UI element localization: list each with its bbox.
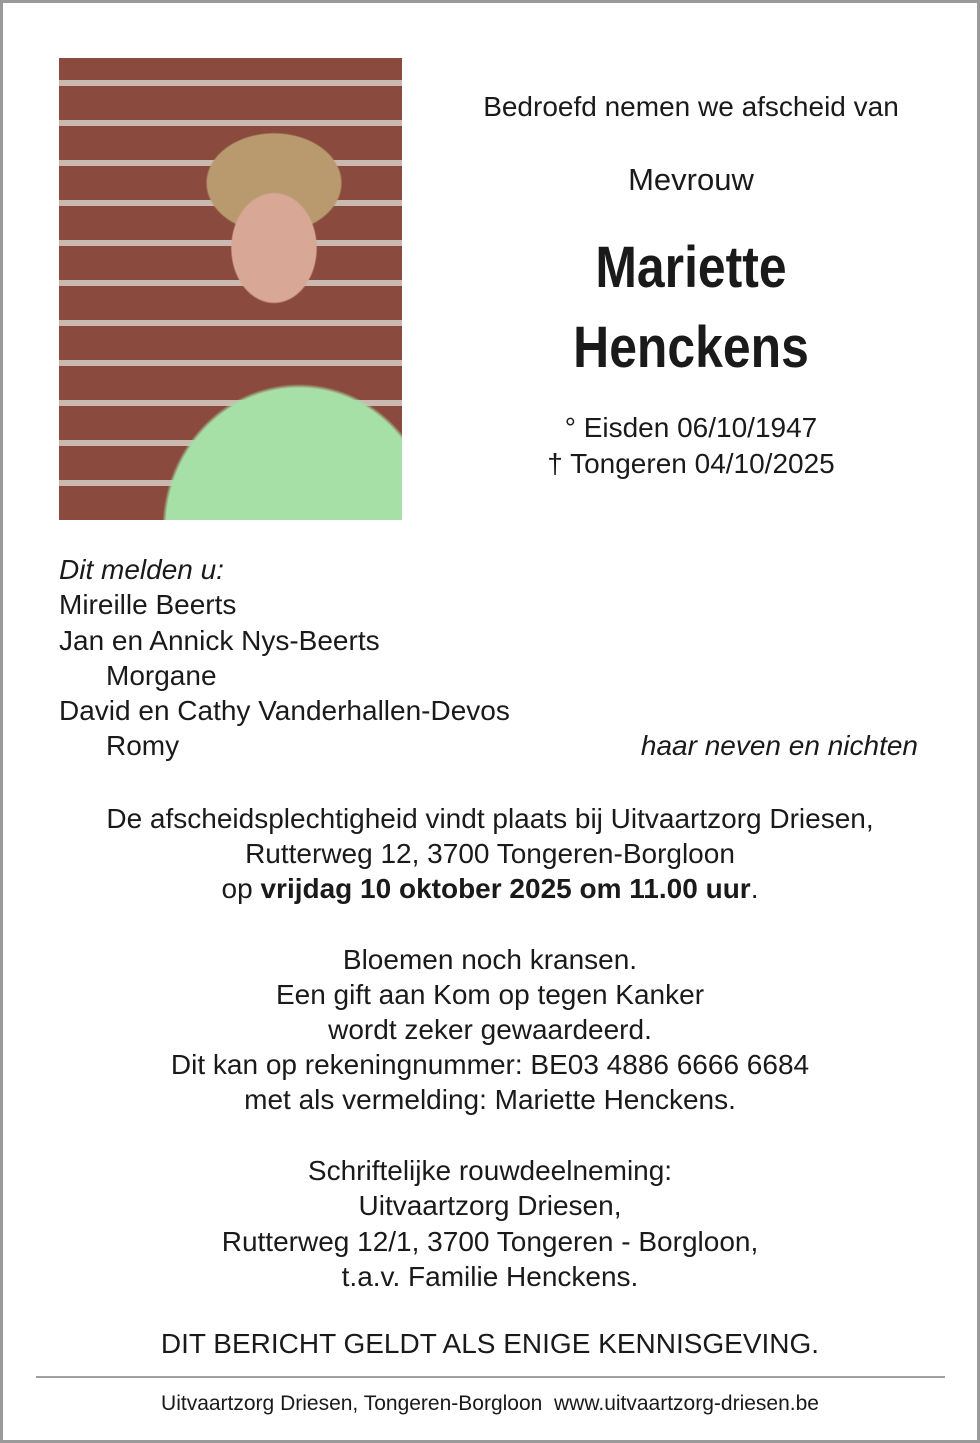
family-member: David en Cathy Vanderhallen-Devos: [59, 695, 510, 726]
donation-line: met als vermelding: Mariette Henckens.: [244, 1084, 736, 1115]
family-member: Jan en Annick Nys-Beerts: [59, 625, 380, 656]
relation-text: haar neven en nichten: [640, 730, 918, 761]
notice-text: DIT BERICHT GELDT ALS ENIGE KENNISGEVING.: [160, 1328, 820, 1359]
family-member: Romy: [106, 730, 180, 761]
footer-company: Uitvaartzorg Driesen, Tongeren-Borgloon: [161, 1392, 543, 1415]
birth-info: ° Eisden 06/10/1947: [564, 412, 818, 443]
donation-line: wordt zeker gewaardeerd.: [328, 1014, 652, 1045]
condolence-line: Schriftelijke rouwdeelneming:: [307, 1155, 673, 1186]
ceremony-datetime: vrijdag 10 oktober 2025 om 11.00 uur: [260, 873, 751, 904]
condolence-line: Uitvaartzorg Driesen,: [358, 1190, 622, 1221]
death-info: † Tongeren 04/10/2025: [547, 448, 835, 479]
condolence-line: Rutterweg 12/1, 3700 Tongeren - Borgloon,: [221, 1226, 759, 1257]
portrait-photo: [59, 58, 402, 520]
ceremony-line: De afscheidsplechtigheid vindt plaats bij Uitvaartzorg Driesen,: [106, 803, 874, 834]
footer-website[interactable]: www.uitvaartzorg-driesen.be: [554, 1392, 819, 1415]
donation-line: Dit kan op rekeningnummer: BE03 4886 6666 6684: [170, 1049, 810, 1080]
family-member: Mireille Beerts: [59, 589, 237, 620]
donation-line: Bloemen noch kransen.: [342, 944, 638, 975]
footer: [0, 1386, 980, 1421]
intro-text: Bedroefd nemen we afscheid van: [483, 91, 899, 122]
title-text: Mevrouw: [628, 162, 754, 197]
ceremony-line: Rutterweg 12, 3700 Tongeren-Borgloon: [245, 838, 735, 869]
ceremony-datetime-line: op vrijdag 10 oktober 2025 om 11.00 uur.: [221, 873, 759, 904]
condolence-line: t.a.v. Familie Henckens.: [341, 1261, 639, 1292]
donation-line: Een gift aan Kom op tegen Kanker: [275, 979, 705, 1010]
footer-divider: [36, 1376, 945, 1378]
family-heading: Dit melden u:: [59, 554, 224, 585]
first-name: Mariette: [595, 235, 787, 300]
family-member: Morgane: [106, 660, 217, 691]
last-name: Henckens: [573, 315, 809, 380]
